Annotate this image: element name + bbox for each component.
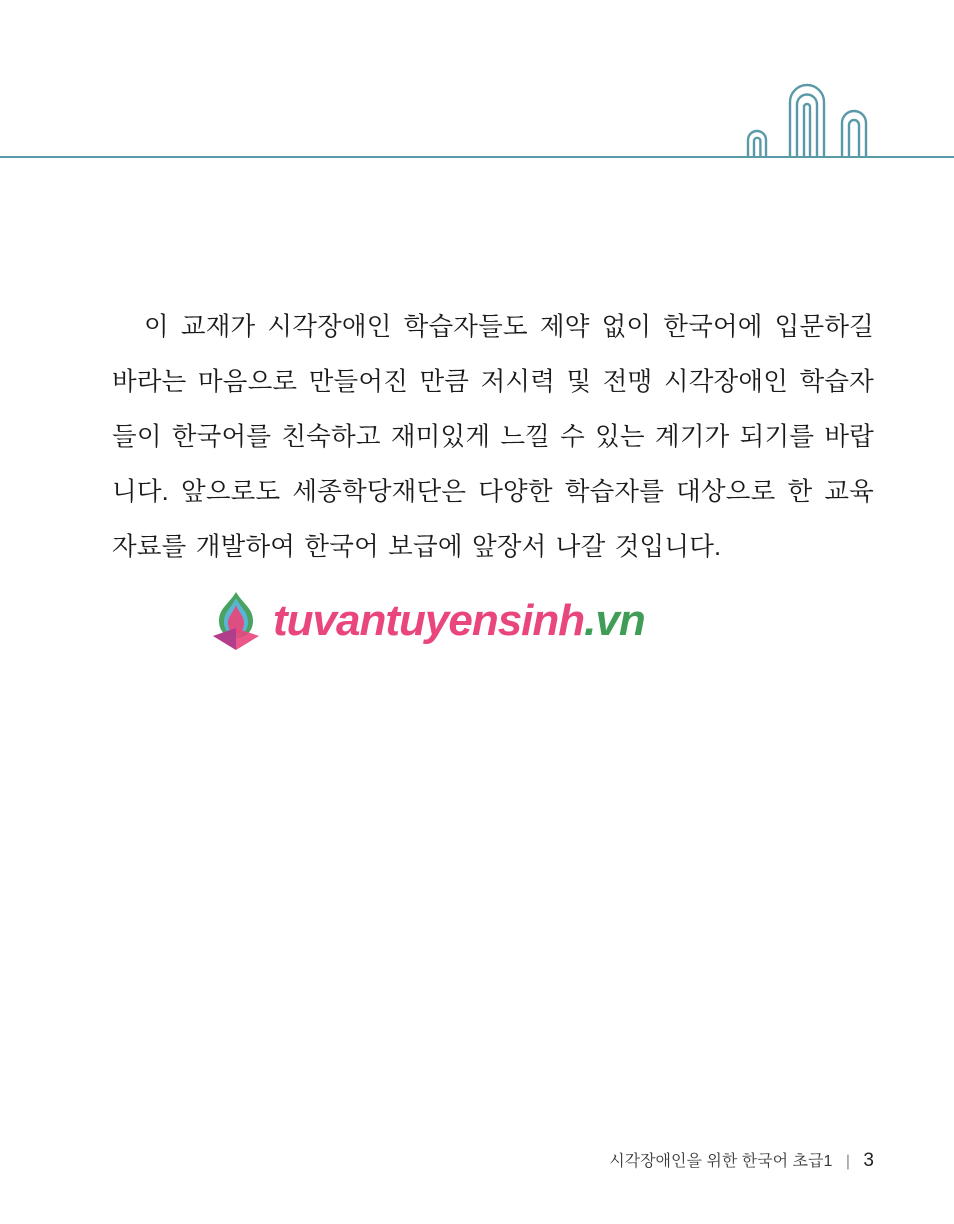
footer-separator: | [845, 1153, 850, 1170]
watermark-text [273, 596, 645, 646]
body-paragraph: 이 교재가 시각장애인 학습자들도 제약 없이 한국어에 입문하길 바라는 마음으로 만들어진 만큼 저시력 및 전맹 시각장애인 학습자들이 한국어를 친숙하고 재미있게 느낄 수 있는 계기가 되기를 바랍니다. 앞으로도 세종학당재단은 다양한 학습자를 대상으로 한 교육자료를 개발하여 한국어 보급에 앞장서 나갈 것입니다. [112, 313, 874, 561]
watermark [203, 585, 693, 657]
arches-ornament-icon [744, 80, 884, 158]
flame-logo-icon [203, 588, 269, 654]
watermark-main-text: tuvantuyensinh [273, 596, 585, 645]
page-footer [0, 1148, 954, 1172]
page-number: 3 [863, 1150, 874, 1171]
header-divider [0, 156, 954, 158]
body-paragraph-block [112, 300, 874, 575]
watermark-tld-text: .vn [584, 596, 645, 645]
footer-title: 시각장애인을 위한 한국어 초급1 [609, 1153, 833, 1170]
